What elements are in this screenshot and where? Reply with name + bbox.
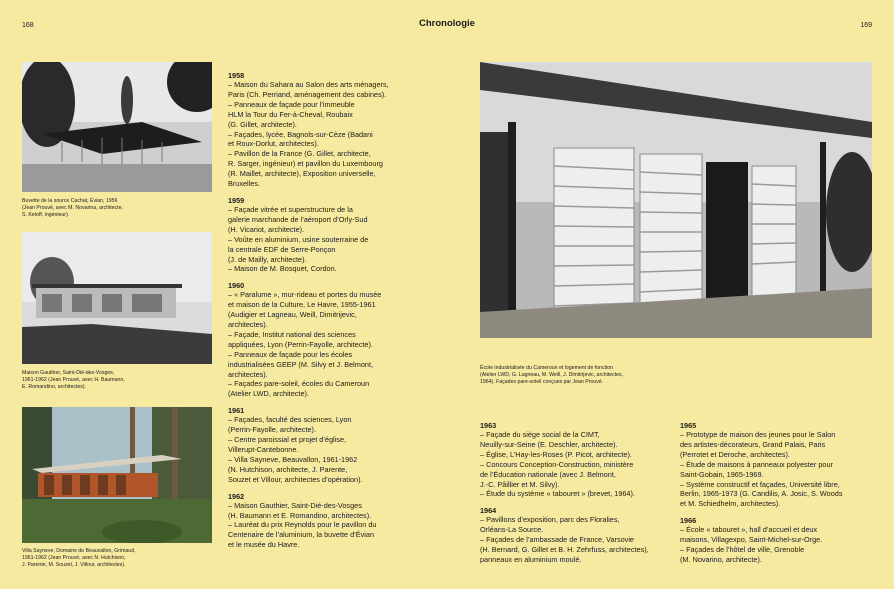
entry-line: (Audigier et Lagneau, Weill, Dimitrijevic, xyxy=(228,310,357,320)
entry-line: industrialisées GEEP (M. Silvy et J. Belmont, xyxy=(228,359,374,369)
caption-line: Maison Gauthier, Saint-Dié-des-Vosges, xyxy=(22,370,115,376)
entry-year: 1964 xyxy=(480,506,497,516)
entry-line: (M. Novarino, architecte). xyxy=(680,554,762,564)
entry-year: 1965 xyxy=(680,421,697,430)
entry-line: – Église, L’Hay-les-Roses (P. Picot, architecte). xyxy=(480,449,632,459)
entry-line: (Perrotet et Deroche, architectes). xyxy=(680,449,790,459)
caption-line: E. Romandino, architectes). xyxy=(22,384,87,391)
entry-line: (Atelier LWD, architecte). xyxy=(228,389,309,399)
caption-photo-4 xyxy=(480,365,872,387)
caption-line: J. Parente, M. Souzet, J. Villour, architectes). xyxy=(22,562,126,569)
entry-line: Neuilly-sur-Seine (E. Deschler, architecte). xyxy=(480,439,618,449)
entry-line: maisons, Villagexpo, Saint-Michel-sur-Orge. xyxy=(680,535,823,545)
entry-line: galerie marchande de l’aéroport d’Orly-Sud xyxy=(228,214,368,224)
chronology-entry xyxy=(680,516,880,565)
entry-line: – Centre paroissial et projet d’église, xyxy=(228,435,347,445)
entry-line: – Étude du système « tabouret » (brevet, 1964). xyxy=(480,489,635,499)
caption-line: Buvette de la source Cachat, Évian, 1956 xyxy=(22,198,118,204)
photo-maison-gauthier xyxy=(22,232,212,364)
entry-line: – Panneaux de façade pour les écoles xyxy=(228,349,353,359)
chronology-column-left xyxy=(228,71,466,557)
entry-line: – Panneaux de façade pour l’immeuble xyxy=(228,99,355,109)
entry-line: – Façades de l’ambassade de France, Varsovie xyxy=(480,535,634,545)
entry-line: appliquées, Lyon (Perrin-Fayolle, architecte). xyxy=(228,339,373,349)
entry-line: – Concours Conception-Construction, ministère xyxy=(480,459,634,469)
caption-line: (Atelier LWD, G. Lagneau, M. Weill, J. Dimitrijevic, architectes, xyxy=(480,372,624,379)
chronology-entry xyxy=(228,196,466,274)
chronology-entry xyxy=(228,406,466,484)
entry-line: HLM la Tour du Fer-à-Cheval, Roubaix xyxy=(228,109,353,119)
entry-line: – Façade, Institut national des sciences xyxy=(228,329,356,339)
entry-line: – Façades, lycée, Bagnols-sur-Cèze (Badani xyxy=(228,129,373,139)
photo-villa-sayneve xyxy=(22,407,212,543)
entry-line: – Maison de M. Bosquet, Cordon. xyxy=(228,264,337,274)
entry-line: architectes). xyxy=(228,320,268,330)
entry-line: des artistes-décorateurs, Grand Palais, Paris xyxy=(680,439,826,449)
entry-line: – Pavillons d’exposition, parc des Floralies, xyxy=(480,515,620,525)
caption-photo-3 xyxy=(22,548,222,570)
entry-line: – Maison du Sahara au Salon des arts ménagers, xyxy=(228,80,389,89)
entry-line: (Perrin-Fayolle, architecte). xyxy=(228,425,316,435)
entry-line: et Roux-Dorlut, architectes). xyxy=(228,139,319,149)
page-number-right: 169 xyxy=(860,22,872,29)
chronology-column-middle xyxy=(480,421,680,572)
entry-line: – Façades de l’hôtel de ville, Grenoble xyxy=(680,545,805,555)
entry-year: 1960 xyxy=(228,281,245,291)
caption-photo-2 xyxy=(22,370,222,392)
caption-line: 1961-1962 (Jean Prouvé, avec H. Baumann, xyxy=(22,377,125,384)
entry-line: de l’Éducation nationale (avec J. Belmont, xyxy=(480,469,616,479)
entry-year: 1966 xyxy=(680,516,697,526)
entry-line: J.-C. Pâillier et M. Silvy). xyxy=(480,479,560,489)
entry-line: – École « tabouret », hall d’accueil et deux xyxy=(680,525,818,535)
page-title: Chronologie xyxy=(419,18,475,29)
entry-line: – Façades pare-soleil, écoles du Cameroun xyxy=(228,379,370,389)
entry-line: (H. Baumann et E. Romandino, architectes). xyxy=(228,510,372,520)
entry-year: 1961 xyxy=(228,406,245,416)
entry-line: – Lauréat du prix Reynolds pour le pavillon du xyxy=(228,520,377,530)
entry-year: 1963 xyxy=(480,421,497,430)
chronology-entry xyxy=(228,281,466,399)
entry-line: – Système constructif et façades, Université libre, xyxy=(680,479,840,489)
photo-ecole-cameroun xyxy=(480,62,872,338)
entry-year: 1958 xyxy=(228,71,245,80)
entry-year: 1962 xyxy=(228,491,245,501)
caption-line: S. Ketoff, ingénieur). xyxy=(22,212,70,219)
chronology-column-right xyxy=(680,421,880,572)
entry-line: – Maison Gauthier, Saint-Dié-des-Vosges xyxy=(228,500,362,510)
entry-line: Centenaire de l’aluminium, la buvette d’Évian xyxy=(228,530,375,540)
entry-line: Bruxelles. xyxy=(228,179,261,189)
entry-line: (J. de Mailly, architecte). xyxy=(228,254,307,264)
chronology-entry xyxy=(228,492,466,551)
entry-line: la centrale EDF de Serre-Ponçon xyxy=(228,244,336,254)
caption-line: 1961-1962 (Jean Prouvé, avec N. Hutchison, xyxy=(22,555,126,562)
entry-line: – Étude de maisons à panneaux polyester pour xyxy=(680,459,833,469)
entry-line: – « Paralume », mur-rideau et portes du musée xyxy=(228,290,382,300)
entry-line: (H. Vicariot, architecte). xyxy=(228,224,305,234)
entry-line: panneaux en aluminium moulé. xyxy=(480,554,582,564)
caption-line: 1964). Façades pare-soleil conçues par Jean Prouvé. xyxy=(480,379,604,386)
caption-line: Villa Sayneve, Domaine de Beauvallon, Grimaud, xyxy=(22,548,136,554)
entry-line: et M. Schiedhelm, architectes). xyxy=(680,499,781,509)
chronology-entry xyxy=(680,421,880,509)
entry-line: (H. Bernard, G. Gillet et B. H. Zehrfuss, architectes), xyxy=(480,545,649,555)
entry-line: Orléans-La Source. xyxy=(480,525,544,535)
entry-line: et maison de la Culture, Le Havre, 1955-1961 xyxy=(228,300,376,310)
caption-line: École industrialisée du Cameroun et logement de fonction xyxy=(480,365,613,371)
entry-year: 1959 xyxy=(228,195,245,205)
entry-line: – Façades, faculté des sciences, Lyon xyxy=(228,415,352,425)
entry-line: Villerupt-Cantebonne. xyxy=(228,445,299,454)
entry-line: Paris (Ch. Perriand, aménagement des cabines). xyxy=(228,89,387,99)
photo-buvette-cachat xyxy=(22,62,212,192)
entry-line: architectes). xyxy=(228,369,268,379)
chronology-entry xyxy=(480,506,680,565)
entry-line: et le musée du Havre. xyxy=(228,540,300,550)
entry-line: – Pavillon de la France (G. Gillet, architecte, xyxy=(228,149,371,159)
caption-line: (Jean Prouvé, avec M. Novarina, architecte, xyxy=(22,205,123,212)
entry-line: – Façade du siège social de la CIMT, xyxy=(480,430,600,439)
entry-line: – Voûte en aluminium, usine souterraine de xyxy=(228,234,369,244)
entry-line: Souzet et Villour, architectes d’opération). xyxy=(228,474,363,484)
page-number-left: 168 xyxy=(22,22,34,29)
chronology-entry xyxy=(228,71,466,189)
entry-line: – Prototype de maison des jeunes pour le Salon xyxy=(680,430,836,439)
chronology-entry xyxy=(480,421,680,499)
entry-line: Saint-Gobain, 1965-1969. xyxy=(680,469,764,479)
entry-line: (N. Hutchison, architecte, J. Parente, xyxy=(228,464,348,474)
entry-line: – Villa Sayneve, Beauvallon, 1961-1962 xyxy=(228,454,358,464)
entry-line: (R. Maillet, architecte), Exposition universelle, xyxy=(228,169,376,179)
entry-line: (G. Gillet, architecte). xyxy=(228,119,297,129)
caption-photo-1 xyxy=(22,198,222,220)
entry-line: – Façade vitrée et superstructure de la xyxy=(228,204,353,214)
entry-line: Berlin, 1965-1973 (G. Candilis, A. Josic, S. Woods xyxy=(680,489,843,499)
entry-line: R. Sarger, ingénieur) et pavillon du Luxembourg xyxy=(228,159,383,169)
